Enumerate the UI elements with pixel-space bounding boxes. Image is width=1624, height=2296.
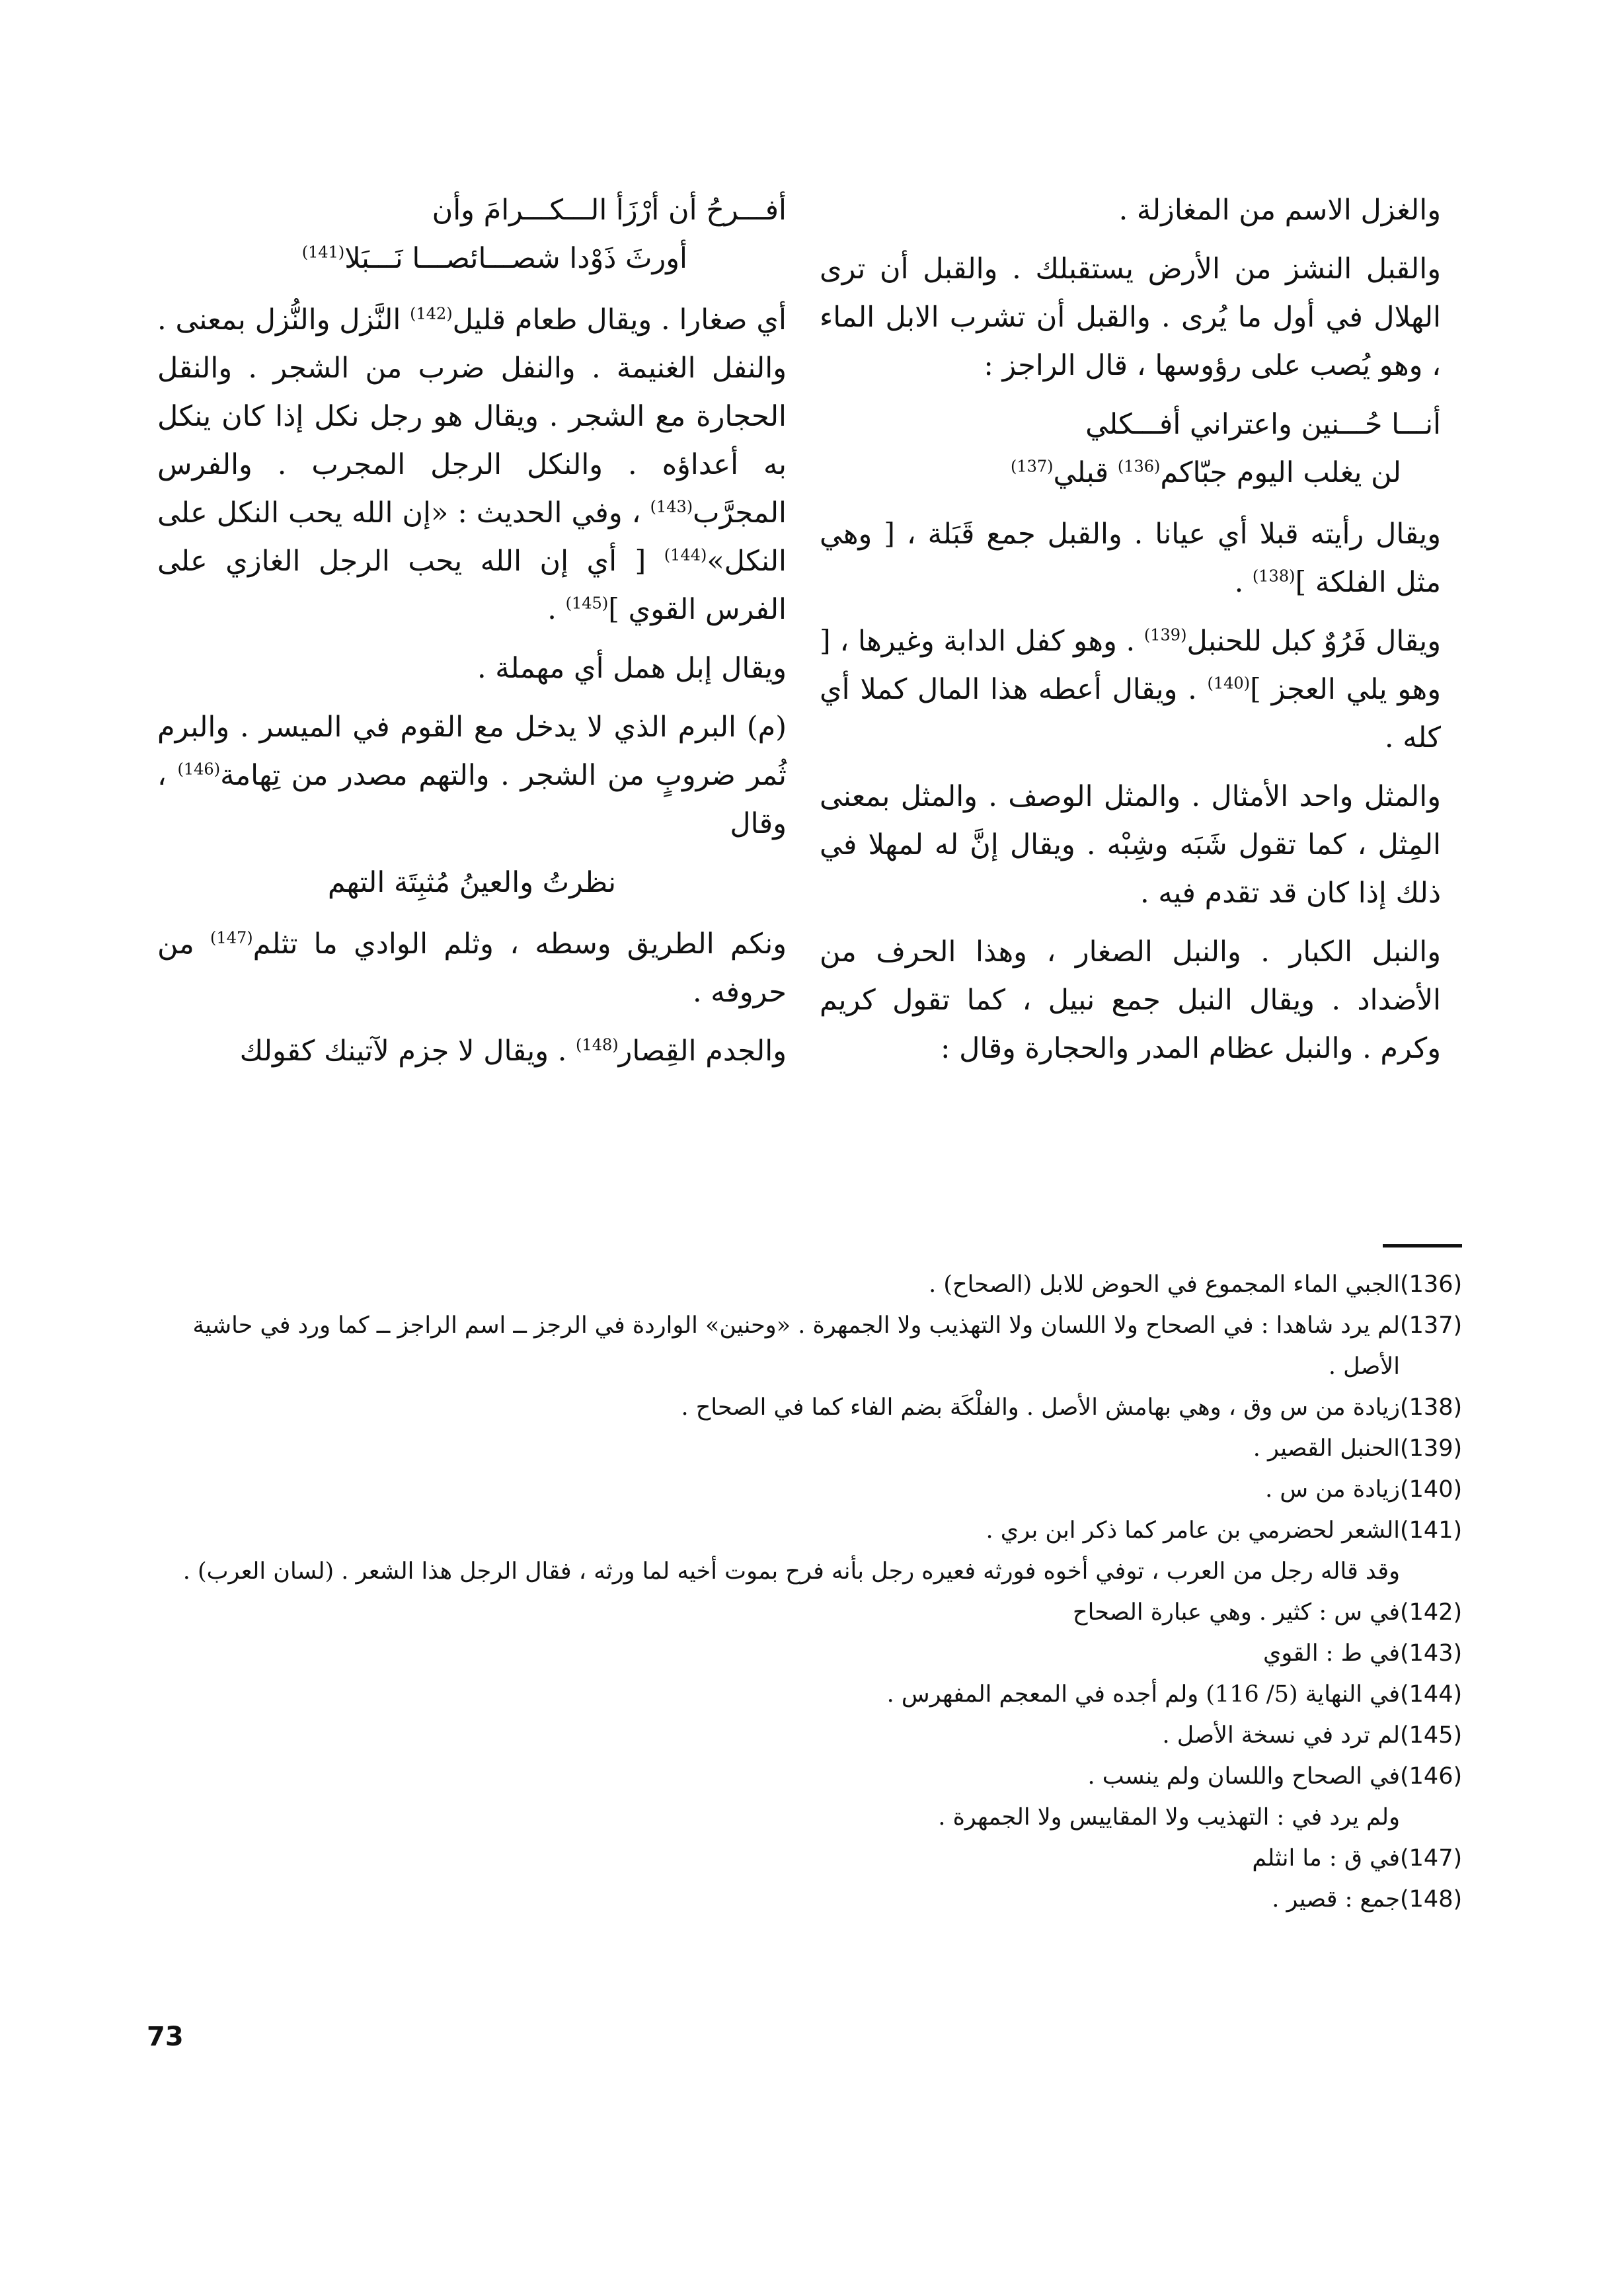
- footnote: [157, 1633, 1463, 1674]
- text: . ويقال لا جزم لآتينك كقولك: [239, 1035, 576, 1068]
- paragraph: [157, 296, 787, 634]
- paragraph: [157, 1027, 787, 1076]
- footnote-number: (141): [1400, 1517, 1463, 1544]
- verse-text: لن يغلب اليوم جبّاكم: [1160, 456, 1401, 489]
- text: أي صغارا . ويقال طعام قليل: [452, 303, 787, 336]
- text: ، وقال: [157, 759, 787, 840]
- verse-line: أنـــا حُـــنين واعتراني أفـــكلي: [1085, 408, 1441, 441]
- footnote-ref[interactable]: (147): [210, 928, 253, 947]
- footnote-text: جمع : قصير .: [1272, 1886, 1400, 1913]
- verse: [820, 401, 1441, 497]
- footnote-ref[interactable]: (142): [410, 304, 453, 323]
- footnote-ref[interactable]: (136): [1117, 457, 1161, 476]
- footnotes: [157, 1264, 1463, 1920]
- footnote-ref[interactable]: (143): [650, 497, 693, 516]
- footnote-number: (147): [1400, 1845, 1463, 1872]
- verse-line: [820, 449, 1441, 497]
- footnote-number: (140): [1400, 1476, 1463, 1503]
- footnote-number: (145): [1400, 1722, 1463, 1749]
- footnote-number: (136): [1400, 1271, 1463, 1298]
- text: ونكم الطريق وسطه ، وثلم الوادي ما تثلم: [252, 928, 787, 961]
- text: . وهو كفل الدابة وغيرها ، [ وهو يلي العجز ]: [820, 625, 1441, 706]
- text: .: [547, 593, 566, 626]
- verse-text: أورثَ ذَوْدا شصـــائصـــا نَـــبَلا: [344, 242, 687, 275]
- footnote-number: (148): [1400, 1886, 1463, 1913]
- page-number: 73: [147, 2022, 184, 2052]
- footnote-text: زيادة من س .: [1265, 1476, 1400, 1503]
- text: النَّزل والنُّزل بمعنى . والنفل الغنيمة . والنفل ضرب من الشجر . والنقل الحجارة مع الشجر . ويقال هو رجل نكل إذا كان ينكل به أعداؤه . والنكل الرجل المجرب . والفرس المجرَّب: [157, 303, 787, 530]
- footnote-ref[interactable]: (137): [1010, 457, 1054, 476]
- verse-text: قبلي: [1053, 456, 1109, 489]
- right-column: [820, 186, 1441, 1084]
- footnote-number: (139): [1400, 1435, 1463, 1462]
- footnote: [157, 1715, 1463, 1756]
- footnote-separator: [1383, 1244, 1462, 1247]
- footnote: [157, 1551, 1459, 1592]
- text: [ أي إن الله يحب الرجل الغازي على الفرس القوي ]: [157, 545, 787, 626]
- verse-line: نظرتُ والعينُ مُثبِتَة التهم: [327, 866, 617, 899]
- footnote: [157, 1756, 1463, 1797]
- footnote-text: وقد قاله رجل من العرب ، توفي أخوه فورثه فعيره رجل بأنه فرح بموت أخيه لما ورثه ، فقال الرجل هذا الشعر . (لسان العرب) .: [182, 1558, 1400, 1585]
- footnote-ref[interactable]: (141): [301, 243, 345, 262]
- paragraph: والمثل واحد الأمثال . والمثل الوصف . والمثل بمعنى المِثل ، كما تقول شَبَه وشِبْه . ويقال إنَّ له لمهلا في ذلك إذا كان قد تقدم فيه .: [820, 780, 1441, 910]
- paragraph: ويقال إبل همل أي مهملة .: [477, 652, 787, 685]
- verse: [157, 186, 787, 283]
- footnote-text: في س : كثير . وهي عبارة الصحاح: [1073, 1599, 1400, 1626]
- footnote-text: ولم يرد في : التهذيب ولا المقاييس ولا الجمهرة .: [938, 1804, 1400, 1831]
- footnote-number: (137): [1400, 1312, 1463, 1339]
- paragraph: [820, 617, 1441, 762]
- footnote-text: في ق : ما انثلم: [1252, 1845, 1400, 1872]
- paragraph: [157, 920, 787, 1017]
- footnote-text: الحنبل القصير .: [1253, 1435, 1400, 1462]
- text: من حروفه .: [157, 928, 787, 1009]
- footnote: [157, 1264, 1463, 1305]
- text: . ويقال أعطه هذا المال كملا أي كله .: [820, 673, 1441, 754]
- footnote-ref[interactable]: (140): [1207, 674, 1251, 693]
- paragraph: [157, 703, 787, 848]
- left-column: [157, 186, 787, 1086]
- footnote-ref[interactable]: (146): [177, 760, 221, 779]
- footnote-text: الجبي الماء المجموع في الحوض للابل (الصحاح) .: [929, 1271, 1400, 1298]
- text: والجدم القِصار: [618, 1035, 787, 1068]
- footnote: [157, 1428, 1463, 1469]
- footnote-text: في النهاية (5/ 116) ولم أجده في المعجم المفهرس .: [886, 1681, 1400, 1708]
- paragraph: والغزل الاسم من المغازلة .: [1118, 194, 1441, 227]
- footnote-text: في الصحاح واللسان ولم ينسب .: [1087, 1763, 1400, 1790]
- footnote-text: في ط : القوي: [1262, 1640, 1400, 1667]
- footnote-number: (138): [1400, 1394, 1463, 1421]
- footnote: [157, 1469, 1463, 1510]
- text: .: [1234, 566, 1253, 599]
- footnote-text: زيادة من س وق ، وهي بهامش الأصل . والفلْكَة بضم الفاء كما في الصحاح .: [681, 1394, 1400, 1421]
- verse-line: أفـــرحُ أن أرْزَأ الـــكـــرامَ وأن: [432, 194, 787, 227]
- footnote: [157, 1387, 1463, 1428]
- paragraph: والقبل النشز من الأرض يستقبلك . والقبل أن ترى الهلال في أول ما يُرى . والقبل أن تشرب الابل الماء ، وهو يُصب على رؤوسها ، قال الراجز :: [820, 253, 1441, 382]
- footnote-number: (142): [1400, 1599, 1463, 1626]
- footnote-text: لم يرد شاهدا : في الصحاح ولا اللسان ولا التهذيب ولا الجمهرة . «وحنين» الواردة في الرجز ــ اسم الراجز ــ كما ورد في حاشية الأصل .: [192, 1312, 1400, 1380]
- footnote-number: (144): [1400, 1681, 1463, 1708]
- verse-line: [157, 235, 787, 283]
- footnote: [157, 1838, 1463, 1879]
- text: ويقال رأيته قبلا أي عيانا . والقبل جمع قَبَلة ، [ وهي مثل الفلكة ]: [820, 518, 1441, 599]
- footnote-ref[interactable]: (144): [664, 545, 707, 565]
- paragraph: والنبل الكبار . والنبل الصغار ، وهذا الحرف من الأضداد . ويقال النبل جمع نبيل ، كما تقول كريم وكرم . والنبل عظام المدر والحجارة وقال :: [820, 935, 1441, 1065]
- footnote-ref[interactable]: (139): [1143, 625, 1187, 645]
- footnote: [157, 1592, 1463, 1633]
- footnote-ref[interactable]: (145): [565, 594, 609, 613]
- footnote-text: لم ترد في نسخة الأصل .: [1162, 1722, 1400, 1749]
- verse: [157, 859, 787, 907]
- text: ، وفي الحديث : «إن الله يحب النكل على النكل»: [157, 496, 787, 578]
- footnote-ref[interactable]: (138): [1252, 567, 1295, 586]
- text: (م) البرم الذي لا يدخل مع القوم في الميسر . والبرم ثُمر ضروبٍ من الشجر . والتهم مصدر من تِهامة: [157, 711, 787, 792]
- footnote-text: الشعر لحضرمي بن عامر كما ذكر ابن بري .: [986, 1517, 1400, 1544]
- text: ويقال فَرُوٌ كبل للحنبل: [1186, 625, 1441, 658]
- footnote: [157, 1305, 1463, 1387]
- paragraph: [820, 510, 1441, 607]
- footnote-ref[interactable]: (148): [576, 1035, 619, 1054]
- footnote: [157, 1879, 1463, 1920]
- footnote: [157, 1797, 1459, 1838]
- footnote: [157, 1510, 1463, 1551]
- footnote-number: (143): [1400, 1640, 1463, 1667]
- footnote: [157, 1674, 1463, 1715]
- footnote-number: (146): [1400, 1763, 1463, 1790]
